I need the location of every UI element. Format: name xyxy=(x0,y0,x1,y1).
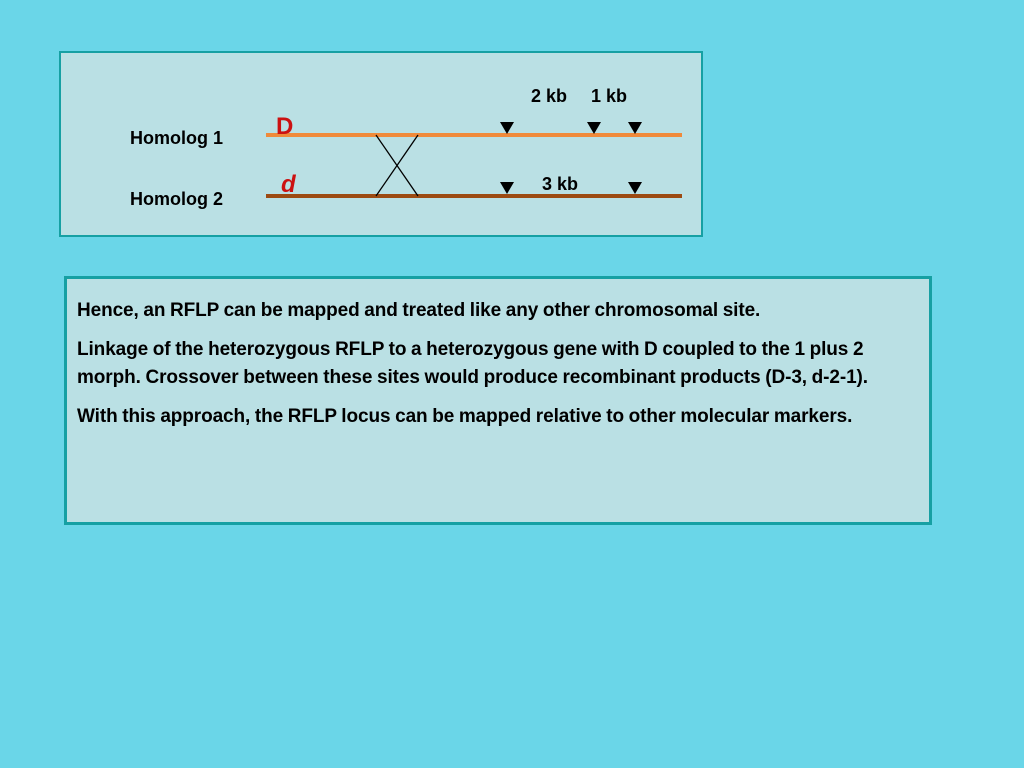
diagram-panel xyxy=(59,51,703,237)
homolog2-label: Homolog 2 xyxy=(130,189,223,209)
fragment-2kb-label: 2 kb xyxy=(531,86,568,106)
explanation-panel xyxy=(64,276,932,525)
allele-d-dominant: D xyxy=(276,113,294,140)
paragraph-3: With this approach, the RFLP locus can be mapped relative to other molecular markers. xyxy=(77,406,853,427)
fragment-1kb-label: 1 kb xyxy=(591,86,628,106)
fragment-3kb-label: 3 kb xyxy=(542,174,579,194)
paragraph-2: Linkage of the heterozygous RFLP to a heterozygous gene with D coupled to the 1 plus 2 morph. Crossover between these sites would produce recombinant products (D-3, d-2-1). xyxy=(77,339,868,388)
allele-d-recessive: d xyxy=(281,171,296,198)
paragraph-1: Hence, an RFLP can be mapped and treated like any other chromosomal site. xyxy=(77,300,761,321)
homolog1-label: Homolog 1 xyxy=(130,128,223,148)
